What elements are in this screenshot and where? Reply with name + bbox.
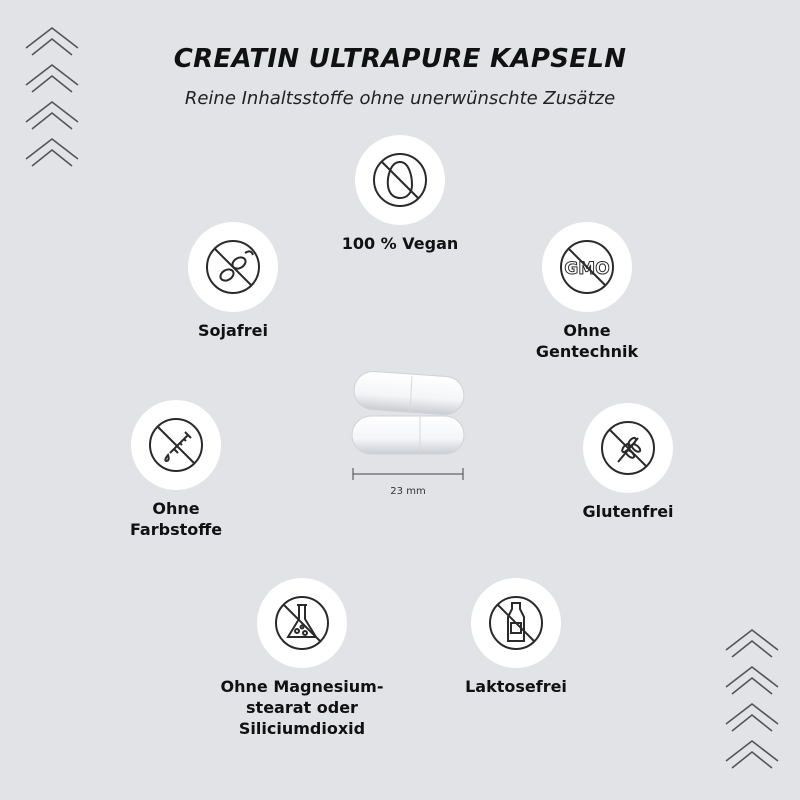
capsule-illustration bbox=[340, 370, 480, 500]
capsule-bottom bbox=[352, 416, 464, 454]
feature-badge bbox=[542, 222, 632, 312]
chevron-up-icon bbox=[24, 24, 80, 58]
chevron-up-icon bbox=[724, 663, 780, 697]
page-subtitle: Reine Inhaltsstoffe ohne unerwünschte Zusätze bbox=[184, 88, 616, 109]
feature-no-magnesium-stearate bbox=[202, 578, 402, 739]
flask-crossed-icon bbox=[270, 591, 334, 655]
dropper-crossed-icon bbox=[144, 413, 208, 477]
chevron-up-icon bbox=[24, 98, 80, 132]
feature-label: 100 % Vegan bbox=[341, 234, 459, 253]
feature-gmo-free bbox=[487, 222, 687, 362]
feature-gluten-free bbox=[528, 403, 728, 522]
feature-no-colorants bbox=[76, 400, 276, 540]
feature-badge bbox=[257, 578, 347, 668]
capsule-size-label: 23 mm bbox=[390, 486, 426, 497]
chevron-stack-top-left bbox=[24, 24, 80, 169]
gmo-icon-text: GMO bbox=[564, 259, 610, 279]
feature-badge bbox=[188, 222, 278, 312]
feature-label: Sojafrei bbox=[198, 321, 268, 340]
feature-label: Ohne Magnesium- stearat oder Siliciumdioxid bbox=[220, 677, 384, 738]
feature-badge bbox=[583, 403, 673, 493]
chevron-up-icon bbox=[24, 61, 80, 95]
chevron-up-icon bbox=[24, 135, 80, 169]
page-title: CREATIN ULTRAPURE KAPSELN bbox=[173, 44, 627, 74]
feature-label: Laktosefrei bbox=[465, 677, 567, 696]
chevron-stack-bottom-right bbox=[724, 626, 780, 771]
capsule-top bbox=[353, 370, 465, 416]
chevron-up-icon bbox=[724, 737, 780, 771]
feature-badge bbox=[471, 578, 561, 668]
gmo-crossed-icon bbox=[555, 235, 619, 299]
wheat-crossed-icon bbox=[596, 416, 660, 480]
feature-soy-free bbox=[133, 222, 333, 341]
feature-label: Ohne Farbstoffe bbox=[129, 499, 223, 539]
feature-lactose-free bbox=[416, 578, 616, 697]
feature-label: Glutenfrei bbox=[582, 502, 674, 521]
feature-badge bbox=[131, 400, 221, 490]
chevron-up-icon bbox=[724, 626, 780, 660]
egg-crossed-icon bbox=[368, 148, 432, 212]
feature-label: Ohne Gentechnik bbox=[535, 321, 639, 361]
soy-crossed-icon bbox=[201, 235, 265, 299]
size-scale bbox=[353, 468, 463, 497]
milk-bottle-crossed-icon bbox=[484, 591, 548, 655]
feature-badge bbox=[355, 135, 445, 225]
chevron-up-icon bbox=[724, 700, 780, 734]
